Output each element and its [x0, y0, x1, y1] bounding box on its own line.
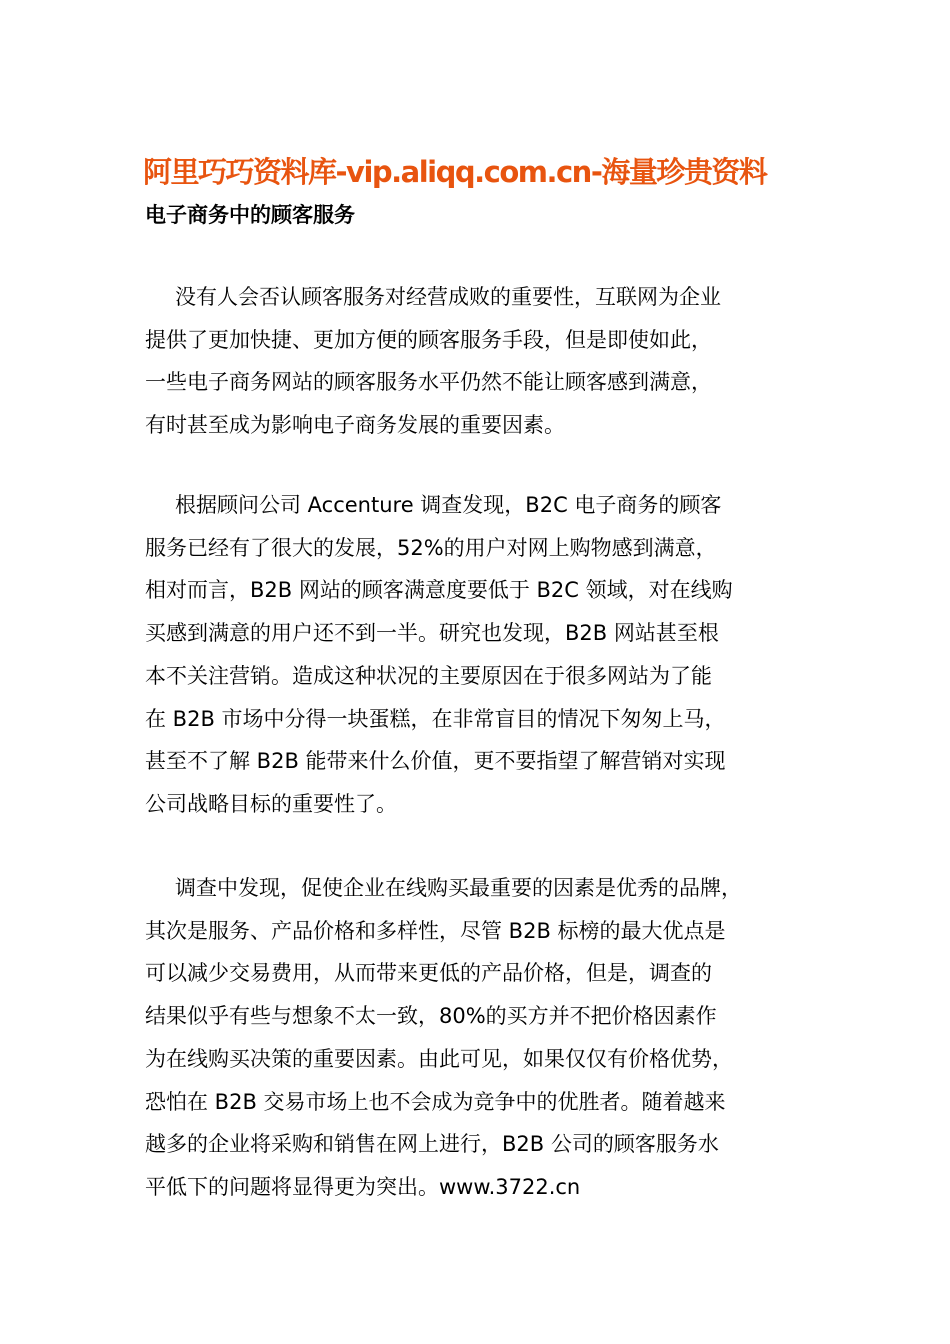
paragraph-line: 调查中发现，促使企业在线购买最重要的因素是优秀的品牌， [175, 876, 742, 900]
paragraph-line: 可以减少交易费用，从而带来更低的产品价格，但是，调查的 [145, 961, 712, 986]
paragraph-line: 恐怕在 B2B 交易市场上也不会成为竞争中的优胜者。随着越来 [145, 1089, 726, 1114]
paragraph-line: 在 B2B 市场中分得一块蛋糕，在非常盲目的情况下匆匆上马， [145, 706, 726, 731]
paragraph-line: 甚至不了解 B2B 能带来什么价值，更不要指望了解营销对实现 [145, 749, 726, 774]
paragraph-line: 根据顾问公司 Accenture 调查发现，B2C 电子商务的顾客 [175, 493, 722, 517]
paragraph-line: 买感到满意的用户还不到一半。研究也发现，B2B 网站甚至根 [145, 621, 719, 646]
paragraph-line: 提供了更加快捷、更加方便的顾客服务手段，但是即使如此， [145, 327, 712, 352]
paragraph-2 [145, 484, 810, 826]
paragraph-3 [145, 867, 810, 1209]
paragraph-line: 结果似乎有些与想象不太一致，80%的买方并不把价格因素作 [145, 1004, 717, 1029]
paragraph-line: 有时甚至成为影响电子商务发展的重要因素。 [145, 413, 565, 438]
paragraph-line: 为在线购买决策的重要因素。由此可见，如果仅仅有价格优势， [145, 1046, 733, 1071]
paragraph-line: 一些电子商务网站的顾客服务水平仍然不能让顾客感到满意， [145, 370, 712, 395]
paragraph-line: 服务已经有了很大的发展，52%的用户对网上购物感到满意， [145, 535, 717, 560]
document-title: 电子商务中的顾客服务 [145, 203, 355, 227]
paragraph-line: 相对而言，B2B 网站的顾客满意度要低于 B2C 领域，对在线购 [145, 578, 733, 603]
paragraph-line: 其次是服务、产品价格和多样性，尽管 B2B 标榜的最大优点是 [145, 918, 726, 943]
paragraph-line: 越多的企业将采购和销售在网上进行，B2B 公司的顾客服务水 [145, 1132, 719, 1157]
paragraph-line: 公司战略目标的重要性了。 [145, 791, 397, 816]
paragraph-1 [145, 276, 810, 447]
paragraph-line: 平低下的问题将显得更为突出。www.3722.cn [145, 1174, 581, 1199]
paragraph-line: 本不关注营销。造成这种状况的主要原因在于很多网站为了能 [145, 663, 712, 688]
paragraph-line: 没有人会否认顾客服务对经营成败的重要性，互联网为企业 [175, 285, 721, 309]
site-banner: 阿里巧巧资料库-vip.aliqq.com.cn-海量珍贵资料 [143, 155, 767, 189]
